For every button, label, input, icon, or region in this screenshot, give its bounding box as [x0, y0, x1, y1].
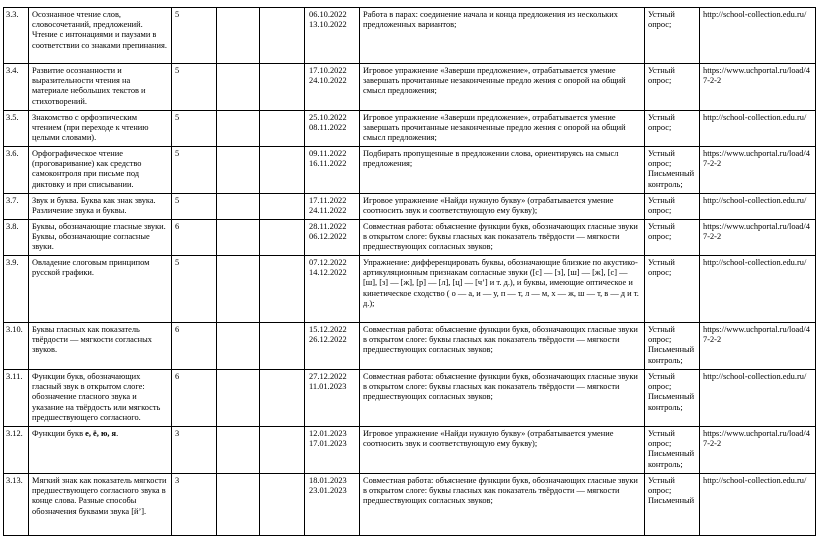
empty-cell	[260, 256, 305, 323]
resource-cell: http://school-collection.edu.ru/	[700, 194, 816, 220]
end-date: 11.01.2023	[309, 382, 347, 392]
empty-cell	[217, 194, 260, 220]
resource-cell: http://school-collection.edu.ru/	[700, 8, 816, 64]
row-number: 3.12.	[4, 427, 29, 474]
hours-cell: 5	[172, 147, 217, 194]
table-row	[4, 147, 816, 194]
topic-cell: Мягкий знак как показатель мягкости предшествующего согласного звука в конце слова. Разные способы обозначения буквами звука [й’].	[29, 474, 172, 536]
end-date: 26.12.2022	[309, 335, 347, 345]
topic-cell: Орфографическое чтение (проговаривание) как средство самоконтроля при письме под диктовку и при списывании.	[29, 147, 172, 194]
hours-cell: 3	[172, 474, 217, 536]
end-date: 06.12.2022	[309, 232, 347, 242]
start-date: 27.12.2022	[309, 372, 347, 381]
topic-cell: Функции букв, обозначающих гласный звук в открытом слоге: обозначение гласного звука и указание на твёрдость или мягкость предшествующего согласного.	[29, 370, 172, 427]
table-row	[4, 64, 816, 111]
control-cell: Устный опрос; Письменный контроль;	[645, 147, 700, 194]
empty-cell	[260, 323, 305, 370]
activity-cell: Совместная работа: объяснение функции букв, обозначающих гласные звуки в открытом слоге: буквы гласных как показатель твёрдости — мягкости предшествующих согласных звуков;	[360, 474, 645, 536]
activity-cell: Игровое упражнение «Заверши предложение», отрабатывается умение завершать прочитанные незаконченные предло жения с опорой на общий смысл предложения;	[360, 111, 645, 147]
resource-cell: https://www.uchportal.ru/load/47-2-2	[700, 220, 816, 256]
empty-cell	[217, 474, 260, 536]
row-number: 3.10.	[4, 323, 29, 370]
resource-cell: https://www.uchportal.ru/load/47-2-2	[700, 147, 816, 194]
empty-cell	[260, 220, 305, 256]
table-row	[4, 194, 816, 220]
empty-cell	[217, 427, 260, 474]
table-row	[4, 474, 816, 536]
empty-cell	[217, 111, 260, 147]
empty-cell	[217, 323, 260, 370]
topic-cell: Звук и буква. Буква как знак звука. Различение звука и буквы.	[29, 194, 172, 220]
control-cell: Устный опрос;	[645, 8, 700, 64]
row-number: 3.8.	[4, 220, 29, 256]
control-cell: Устный опрос;	[645, 194, 700, 220]
topic-cell: Осознанное чтение слов, словосочетаний, предложений. Чтение с интонациями и паузами в соответствии со знаками препинания.	[29, 8, 172, 64]
resource-cell: http://school-collection.edu.ru/	[700, 474, 816, 536]
hours-cell: 5	[172, 194, 217, 220]
end-date: 23.01.2023	[309, 486, 347, 496]
table-row	[4, 370, 816, 427]
topic-cell: Овладение слоговым принципом русской графики.	[29, 256, 172, 323]
empty-cell	[260, 64, 305, 111]
activity-cell: Игровое упражнение «Найди нужную букву» (отрабатывается умение соотносить звук и соответствующую ему букву);	[360, 427, 645, 474]
empty-cell	[260, 147, 305, 194]
end-date: 14.12.2022	[309, 268, 347, 278]
empty-cell	[260, 427, 305, 474]
row-number: 3.6.	[4, 147, 29, 194]
end-date: 24.11.2022	[309, 206, 347, 216]
table-row	[4, 323, 816, 370]
start-date: 12.01.2023	[309, 429, 347, 438]
dates-cell	[305, 220, 360, 256]
start-date: 06.10.2022	[309, 10, 347, 19]
hours-cell: 5	[172, 256, 217, 323]
empty-cell	[260, 8, 305, 64]
table-row	[4, 427, 816, 474]
start-date: 07.12.2022	[309, 258, 347, 267]
row-number: 3.5.	[4, 111, 29, 147]
activity-cell: Работа в парах: соединение начала и конца предложения из нескольких предложенных вариантов;	[360, 8, 645, 64]
start-date: 25.10.2022	[309, 113, 347, 122]
activity-cell: Совместная работа: объяснение функции букв, обозначающих гласные звуки в открытом слоге: буквы гласных как показатель твёрдости — мягкости предшествующих согласных звуков;	[360, 220, 645, 256]
dates-cell	[305, 8, 360, 64]
dates-cell	[305, 370, 360, 427]
empty-cell	[217, 370, 260, 427]
empty-cell	[260, 194, 305, 220]
empty-cell	[260, 370, 305, 427]
dates-cell	[305, 256, 360, 323]
resource-cell: http://school-collection.edu.ru/	[700, 370, 816, 427]
table-row	[4, 111, 816, 147]
hours-cell: 6	[172, 370, 217, 427]
empty-cell	[260, 111, 305, 147]
resource-cell: https://www.uchportal.ru/load/47-2-2	[700, 64, 816, 111]
start-date: 17.11.2022	[309, 196, 347, 205]
end-date: 24.10.2022	[309, 76, 347, 86]
control-cell: Устный опрос; Письменный контроль;	[645, 323, 700, 370]
resource-cell: https://www.uchportal.ru/load/47-2-2	[700, 427, 816, 474]
start-date: 15.12.2022	[309, 325, 347, 334]
end-date: 08.11.2022	[309, 123, 347, 133]
dates-cell	[305, 474, 360, 536]
hours-cell: 3	[172, 427, 217, 474]
control-cell: Устный опрос; Письменный	[645, 474, 700, 536]
end-date: 16.11.2022	[309, 159, 347, 169]
end-date: 17.01.2023	[309, 439, 347, 449]
control-cell: Устный опрос;	[645, 111, 700, 147]
row-number: 3.11.	[4, 370, 29, 427]
activity-cell: Игровое упражнение «Заверши предложение», отрабатывается умение завершать прочитанные незаконченные предло жения с опорой на общий смысл предложения;	[360, 64, 645, 111]
activity-cell: Упражнение: дифференцировать буквы, обозначающие близкие по акустико-артикуляционным признакам согласные звуки ([с] — [з], [ш] — [ж], [с] —[ш], [з] — [ж], [р] — [л], [ц] — [ч’] и т. д.), и буквы, имеющие оптическое и кинетическое сходство ( о — а, и — у, п — т, л — м, х — ж, ш — т, в — д и т. д.);	[360, 256, 645, 323]
table-row	[4, 220, 816, 256]
control-cell: Устный опрос; Письменный контроль;	[645, 427, 700, 474]
control-cell: Устный опрос;	[645, 64, 700, 111]
start-date: 28.11.2022	[309, 222, 347, 231]
control-cell: Устный опрос; Письменный контроль;	[645, 370, 700, 427]
dates-cell	[305, 147, 360, 194]
resource-cell: http://school-collection.edu.ru/	[700, 256, 816, 323]
dates-cell	[305, 323, 360, 370]
start-date: 18.01.2023	[309, 476, 347, 485]
dates-cell	[305, 194, 360, 220]
empty-cell	[217, 8, 260, 64]
resource-cell: https://www.uchportal.ru/load/47-2-2	[700, 323, 816, 370]
row-number: 3.13.	[4, 474, 29, 536]
hours-cell: 6	[172, 323, 217, 370]
row-number: 3.4.	[4, 64, 29, 111]
topic-cell: Знакомство с орфоэпическим чтением (при переходе к чтению целыми словами).	[29, 111, 172, 147]
empty-cell	[217, 64, 260, 111]
activity-cell: Игровое упражнение «Найди нужную букву» (отрабатывается умение соотносить звук и соответствующую ему букву);	[360, 194, 645, 220]
empty-cell	[217, 147, 260, 194]
activity-cell: Совместная работа: объяснение функции букв, обозначающих гласные звуки в открытом слоге: буквы гласных как показатель твёрдости — мягкости предшествующих согласных звуков;	[360, 323, 645, 370]
start-date: 17.10.2022	[309, 66, 347, 75]
hours-cell: 6	[172, 220, 217, 256]
row-number: 3.9.	[4, 256, 29, 323]
dates-cell	[305, 427, 360, 474]
topic-cell: Буквы гласных как показатель твёрдости — мягкости согласных звуков.	[29, 323, 172, 370]
table-row	[4, 8, 816, 64]
topic-cell: Развитие осознанности и выразительности чтения на материале небольших текстов и стихотворений.	[29, 64, 172, 111]
hours-cell: 5	[172, 8, 217, 64]
activity-cell: Подбирать пропущенные в предложении слова, ориентируясь на смысл предложения;	[360, 147, 645, 194]
dates-cell	[305, 64, 360, 111]
curriculum-table	[3, 7, 816, 536]
control-cell: Устный опрос;	[645, 220, 700, 256]
table-row	[4, 256, 816, 323]
hours-cell: 5	[172, 64, 217, 111]
topic-cell: Буквы, обозначающие гласные звуки. Буквы, обозначающие согласные звуки.	[29, 220, 172, 256]
end-date: 13.10.2022	[309, 20, 347, 30]
dates-cell	[305, 111, 360, 147]
activity-cell: Совместная работа: объяснение функции букв, обозначающих гласные звуки в открытом слоге: буквы гласных как показатель твёрдости — мягкости предшествующих согласных звуков;	[360, 370, 645, 427]
start-date: 09.11.2022	[309, 149, 347, 158]
empty-cell	[217, 220, 260, 256]
row-number: 3.3.	[4, 8, 29, 64]
empty-cell	[217, 256, 260, 323]
control-cell: Устный опрос;	[645, 256, 700, 323]
empty-cell	[260, 474, 305, 536]
bold-letters: е, ё, ю, я	[85, 429, 117, 438]
resource-cell: http://school-collection.edu.ru/	[700, 111, 816, 147]
topic-cell: Функции букв е, ё, ю, я.	[29, 427, 172, 474]
hours-cell: 5	[172, 111, 217, 147]
row-number: 3.7.	[4, 194, 29, 220]
